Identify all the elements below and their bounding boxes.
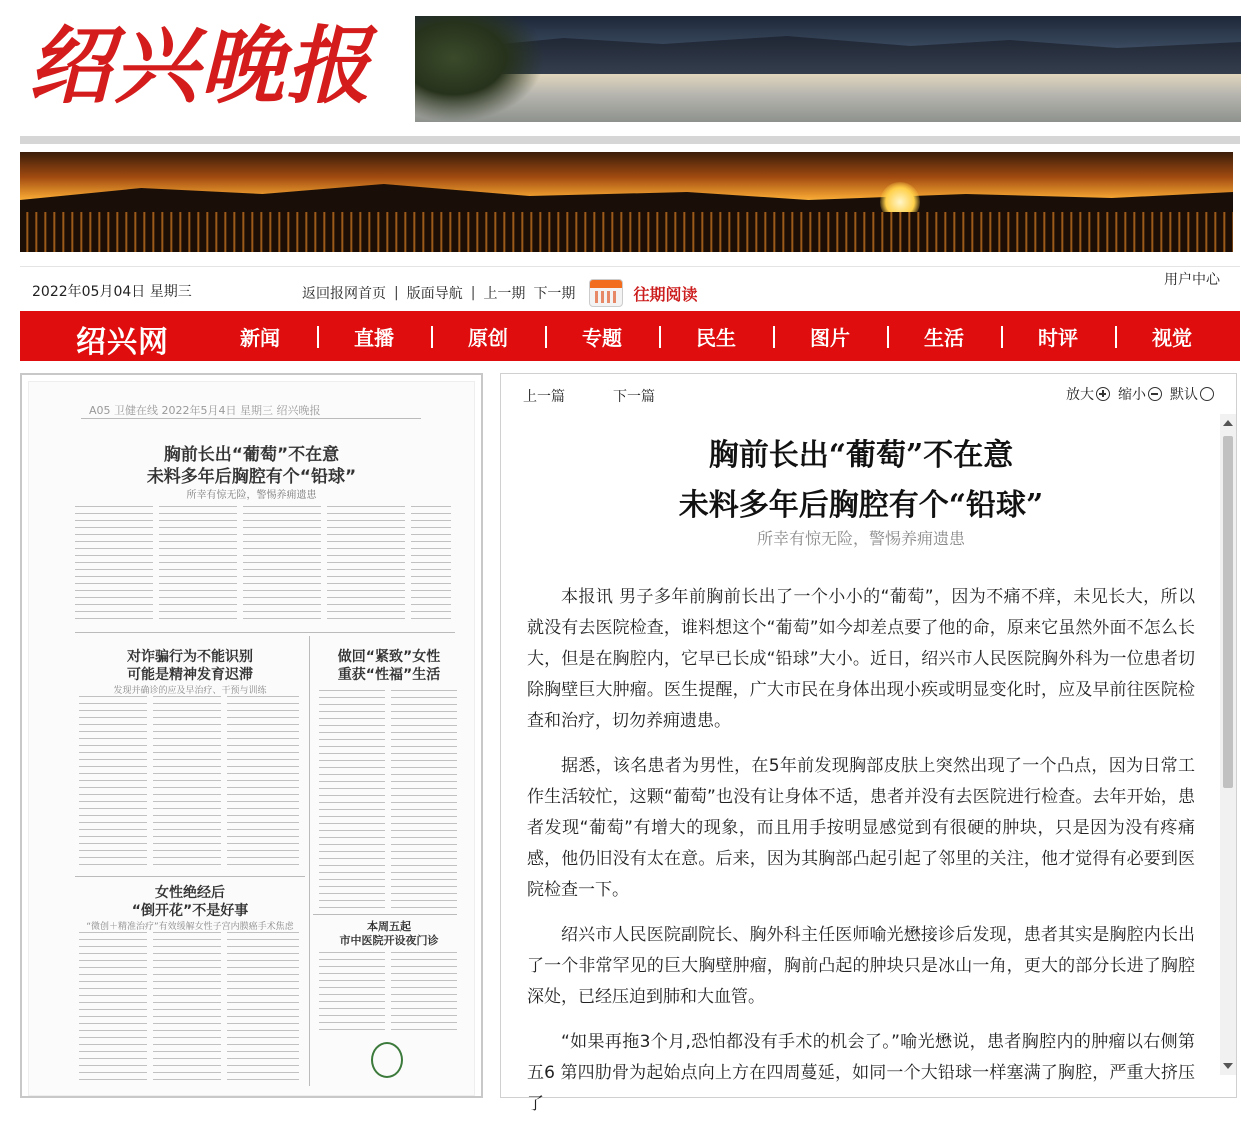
zoom-out-label: 缩小	[1118, 387, 1146, 403]
next-issue-link[interactable]: 下一期	[533, 286, 576, 302]
nav-item-livelihood[interactable]: 民生	[659, 322, 773, 351]
article-paragraph: 绍兴市人民医院副院长、胸外科主任医师喻光懋接诊后发现，患者其实是胸腔内长出了一个非常罕见的巨大胸壁肿瘤，胸前凸起的肿块只是冰山一角，更大的部分长进了胸腔深处，已经压迫到肺和大血管。	[527, 925, 1195, 1007]
article-paragraph: 本报讯 男子多年前胸前长出了一个小小的“葡萄”，因为不痛不痒，未见长大，所以就没有去医院检查，谁料想这个“葡萄”如今却差点要了他的命，原来它虽然外面不怎么长大，但是在胸腔内，它早已长成“铅球”大小。近日，绍兴市人民医院胸外科为一位患者切除胸壁巨大肿瘤。医生提醒，广大市民在身体出现小疾或明显变化时，应及早前往医院检查和治疗，切勿养痈遗患。	[527, 587, 1195, 731]
zoom-in-label: 放大	[1066, 387, 1094, 403]
text-column	[243, 506, 321, 624]
zoom-in-button[interactable]	[1066, 384, 1110, 404]
issue-links	[302, 279, 697, 307]
text-column	[319, 952, 385, 1032]
nav-item-original[interactable]: 原创	[431, 322, 545, 351]
section-divider	[313, 914, 457, 915]
page-image	[28, 381, 475, 1096]
article-headline-1: 胸前长出“葡萄”不在意	[708, 438, 1014, 473]
text-column	[227, 932, 299, 1082]
masthead	[20, 10, 1240, 130]
section-divider	[309, 636, 310, 1086]
text-column	[159, 506, 237, 624]
nav-item-topics[interactable]: 专题	[545, 322, 659, 351]
article-content	[501, 414, 1238, 1114]
section-subtitle: “微创＋精准治疗”有效缓解女性子宫内膜癌手术焦虑	[86, 922, 294, 932]
section-title[interactable]: “倒开花”不是好事	[131, 903, 249, 919]
text-column	[79, 696, 147, 868]
section-title[interactable]: 重获“性福”生活	[337, 667, 441, 683]
link-separator: |	[394, 285, 399, 301]
text-column	[153, 932, 221, 1082]
page-headline-2[interactable]: 未料多年后胸腔有个“铅球”	[146, 467, 357, 487]
section-divider	[75, 632, 455, 633]
home-link[interactable]: 返回报网首页	[302, 286, 386, 302]
link-separator: |	[470, 285, 476, 301]
zoom-out-button[interactable]	[1118, 384, 1162, 404]
main-nav	[20, 311, 1240, 361]
section-title[interactable]: 本周五起	[367, 920, 411, 933]
text-column	[327, 506, 405, 624]
page-nav-link[interactable]: 版面导航	[406, 286, 463, 302]
text-column	[227, 696, 299, 868]
text-column	[75, 506, 153, 624]
banner-hills	[20, 172, 1233, 212]
nav-items	[203, 311, 1229, 361]
divider-bar	[20, 136, 1240, 144]
banner-ground	[20, 212, 1233, 252]
newspaper-page-thumbnail[interactable]	[20, 373, 483, 1098]
article-panel	[500, 373, 1237, 1114]
issue-date: 2022年05月04日 星期三	[32, 284, 192, 300]
article-body	[527, 582, 1195, 1134]
text-column	[153, 696, 221, 868]
text-column	[391, 690, 457, 908]
section-title[interactable]: 市中医院开设夜门诊	[339, 934, 439, 947]
info-row	[20, 266, 1240, 306]
past-reading-link[interactable]: 往期阅读	[633, 284, 698, 304]
newspaper-logo[interactable]: 绍兴晚报	[28, 16, 373, 115]
nav-item-pictures[interactable]: 图片	[773, 322, 887, 351]
banner-image-sunset	[20, 152, 1233, 252]
scroll-up-icon[interactable]	[1223, 420, 1233, 426]
article-subhead: 所幸有惊无险，警惕养痈遗患	[756, 529, 965, 548]
nav-item-visual[interactable]: 视觉	[1115, 322, 1229, 351]
banner-image-lake	[415, 16, 1241, 122]
default-size-icon	[1200, 387, 1214, 401]
section-title[interactable]: 女性绝经后	[155, 885, 225, 901]
page-headline-1[interactable]: 胸前长出“葡萄”不在意	[163, 445, 340, 465]
section-title[interactable]: 做回“紧致”女性	[337, 649, 441, 665]
text-column	[411, 506, 451, 624]
zoom-in-icon	[1096, 387, 1110, 401]
default-size-label: 默认	[1170, 387, 1198, 403]
page-rule	[81, 418, 421, 419]
default-size-button[interactable]	[1170, 384, 1214, 404]
next-article-link[interactable]: 下一篇	[613, 389, 655, 405]
prev-issue-link[interactable]: 上一期	[483, 286, 526, 302]
zoom-controls	[1066, 384, 1214, 404]
page-subhead: 所幸有惊无险，警惕养痈遗患	[186, 490, 317, 501]
site-logo[interactable]: 绍兴网	[76, 325, 169, 360]
user-center-link[interactable]: 用户中心	[1164, 272, 1220, 288]
nav-item-live[interactable]: 直播	[317, 322, 431, 351]
nav-item-commentary[interactable]: 时评	[1001, 322, 1115, 351]
section-title[interactable]: 可能是精神发育迟滞	[127, 667, 253, 683]
scroll-down-icon[interactable]	[1223, 1063, 1233, 1069]
calendar-icon[interactable]	[589, 279, 623, 307]
section-divider	[75, 876, 305, 877]
hospital-seal-icon	[371, 1042, 403, 1078]
article-headline-2: 未料多年后胸腔有个“铅球”	[678, 488, 1044, 523]
nav-item-news[interactable]: 新闻	[240, 325, 280, 350]
banner-tree	[415, 16, 545, 122]
prev-article-link[interactable]: 上一篇	[523, 389, 565, 405]
text-column	[391, 952, 457, 1032]
page-header: A05 卫健在线 2022年5月4日 星期三 绍兴晚报	[89, 404, 321, 417]
scrollbar-thumb[interactable]	[1223, 436, 1233, 788]
text-column	[79, 932, 147, 1082]
zoom-out-icon	[1148, 387, 1162, 401]
text-column	[319, 690, 385, 908]
section-subtitle: 发现并确诊的应及早治疗、干预与训练	[113, 686, 267, 696]
article-paragraph: “如果再拖3个月,恐怕都没有手术的机会了。”喻光懋说，患者胸腔内的肿瘤以右侧第五6 第四肋骨为起始点向上方在四周蔓延，如同一个大铅球一样塞满了胸腔，严重大挤压了	[527, 1032, 1195, 1114]
nav-item-life[interactable]: 生活	[887, 322, 1001, 351]
section-title[interactable]: 对诈骗行为不能识别	[127, 649, 253, 665]
article-toolbar	[501, 374, 1236, 410]
article-scrollbar[interactable]	[1220, 414, 1236, 1075]
article-paragraph: 据悉，该名患者为男性，在5年前发现胸部皮肤上突然出现了一个凸点，因为日常工作生活较忙，这颗“葡萄”也没有让身体不适，患者并没有去医院进行检查。去年开始，患者发现“葡萄”有增大的现象，而且用手按明显感觉到有很硬的肿块，只是因为没有疼痛感，他仍旧没有太在意。后来，因为其胸部凸起引起了邻里的关注，他才觉得有必要到医院检查一下。	[527, 756, 1195, 900]
